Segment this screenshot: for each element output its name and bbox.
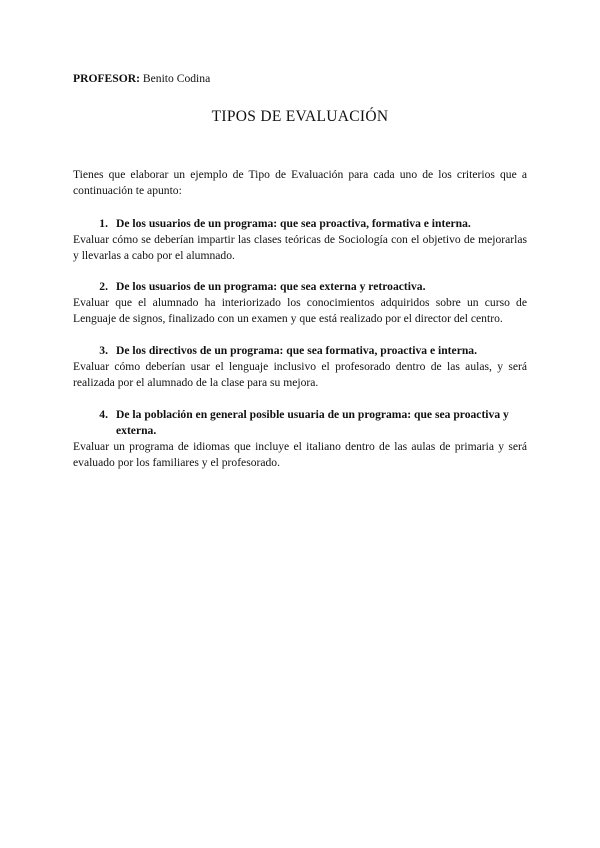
criterion-4 (73, 407, 527, 471)
criterion-2 (73, 279, 527, 327)
intro-paragraph: Tienes que elaborar un ejemplo de Tipo de Evaluación para cada uno de los criterios que a continuación te apunto: (73, 168, 527, 197)
criterion-3 (73, 343, 527, 391)
professor-line (73, 71, 527, 87)
criterion-body: Evaluar cómo deberían usar el lenguaje inclusivo el profesorado dentro de las aulas, y será realizada por el alumnado de la clase para su mejora. (73, 360, 527, 389)
criterion-heading: De la población en general posible usuaria de un programa: que sea proactiva y externa. (116, 408, 509, 437)
criterion-heading: De los directivos de un programa: que sea formativa, proactiva e interna. (116, 344, 477, 357)
professor-name: Benito Codina (142, 72, 211, 85)
page-title: TIPOS DE EVALUACIÓN (211, 108, 389, 125)
criterion-body: Evaluar que el alumnado ha interiorizado los conocimientos adquiridos sobre un curso de Lenguaje de signos, finalizado con un examen y que está realizado por el director del centro. (73, 296, 527, 325)
criterion-number: 2. (99, 280, 108, 293)
criterion-heading: De los usuarios de un programa: que sea externa y retroactiva. (116, 280, 426, 293)
criterion-1 (73, 216, 527, 264)
professor-label: PROFESOR: (73, 72, 140, 85)
criterion-number: 1. (99, 217, 108, 230)
criterion-number: 3. (99, 344, 108, 357)
criterion-heading: De los usuarios de un programa: que sea proactiva, formativa e interna. (116, 217, 471, 230)
criterion-body: Evaluar cómo se deberían impartir las clases teóricas de Sociología con el objetivo de mejorarlas y llevarlas a cabo por el alumnado. (73, 233, 527, 262)
criterion-body: Evaluar un programa de idiomas que incluye el italiano dentro de las aulas de primaria y será evaluado por los familiares y el profesorado. (73, 440, 527, 469)
criterion-number: 4. (99, 408, 108, 421)
